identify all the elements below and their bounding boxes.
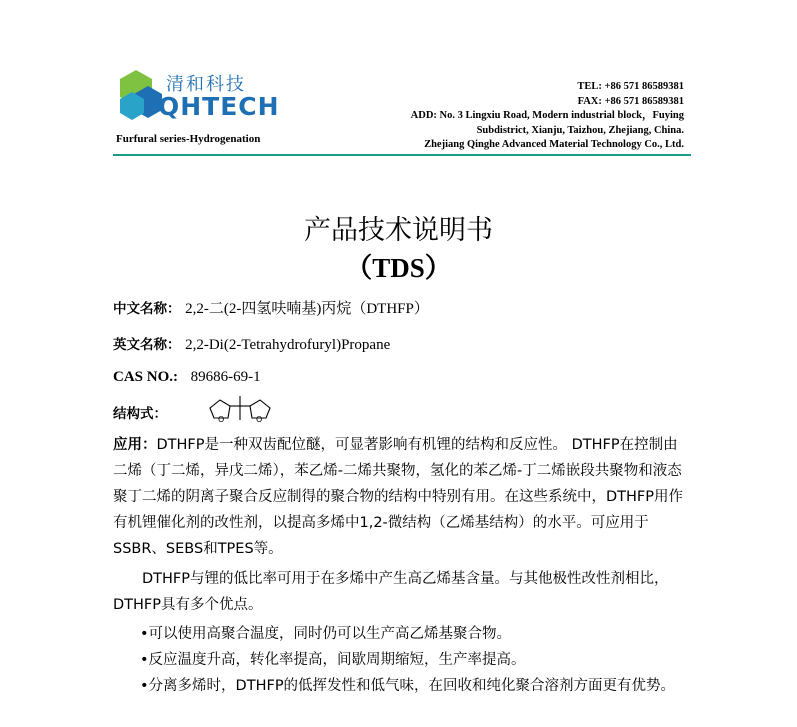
application-label: 应用： [113, 437, 157, 453]
en-name-label: 英文名称： [113, 337, 181, 353]
address-line-2: Subdistrict, Xianju, Taizhou, Zhejiang, China. [476, 124, 684, 136]
chemical-structure-icon [202, 390, 278, 430]
application-paragraph [113, 432, 688, 562]
application-paragraph-2: DTHFP与锂的低比率可用于在多烯中产生高乙烯基含量。与其他极性改性剂相比，DTHFP具有多个优点。 [113, 571, 669, 613]
company-name: Zhejiang Qinghe Advanced Material Technology Co., Ltd. [424, 139, 684, 150]
address-line-1: ADD: No. 3 Lingxiu Road, Modern industrial block，Fuying [410, 110, 684, 121]
svg-text:O: O [256, 415, 263, 424]
bullet-item: •反应温度升高，转化率提高，间歇周期缩短，生产率提高。 [140, 652, 526, 668]
bullet-item: •可以使用高聚合温度，同时仍可以生产高乙烯基聚合物。 [140, 626, 512, 642]
structure-label: 结构式： [113, 406, 167, 422]
application-text: DTHFP是一种双齿配位醚，可显著影响有机锂的结构和反应性。 DTHFP在控制由二烯（丁二烯，异戊二烯），苯乙烯-二烯共聚物，氢化的苯乙烯-丁二烯嵌段共聚物和液态聚丁二烯的阴离子聚合反应制得的聚合物的结构中特别有用。在这些系统中，DTHFP用作有机锂催化剂的改性剂，以提高多烯中1,2-微结构（乙烯基结构）的水平。可应用于SSBR、SEBS和TPES等。 [113, 437, 684, 557]
fax: FAX: +86 571 86589381 [577, 95, 684, 107]
logo-english-name: QHTECH [158, 92, 280, 121]
cas-label: CAS NO.: [113, 369, 179, 385]
cn-name-value: 2,2-二(2-四氢呋喃基)丙烷（DTHFP） [185, 301, 429, 317]
tel: TEL: +86 571 86589381 [577, 81, 684, 92]
cas-row [113, 369, 261, 386]
cas-value: 89686-69-1 [190, 369, 261, 385]
cn-name-row [113, 297, 429, 318]
logo-chinese-name: 清和科技 [166, 74, 246, 95]
header-divider [113, 154, 691, 156]
en-name-row [113, 333, 390, 354]
cn-name-label: 中文名称： [113, 301, 181, 317]
document-title: 产品技术说明书 [304, 215, 493, 246]
contact-block [411, 80, 684, 153]
document-subtitle: （TDS） [345, 253, 452, 283]
en-name-value: 2,2-Di(2-Tetrahydrofuryl)Propane [185, 337, 391, 353]
svg-text:O: O [218, 415, 225, 424]
tagline: Furfural series-Hydrogenation [116, 133, 261, 145]
structure-row [113, 402, 167, 422]
bullet-item: •分离多烯时，DTHFP的低挥发性和低气味，在回收和纯化聚合溶剂方面更有优势。 [140, 678, 676, 694]
